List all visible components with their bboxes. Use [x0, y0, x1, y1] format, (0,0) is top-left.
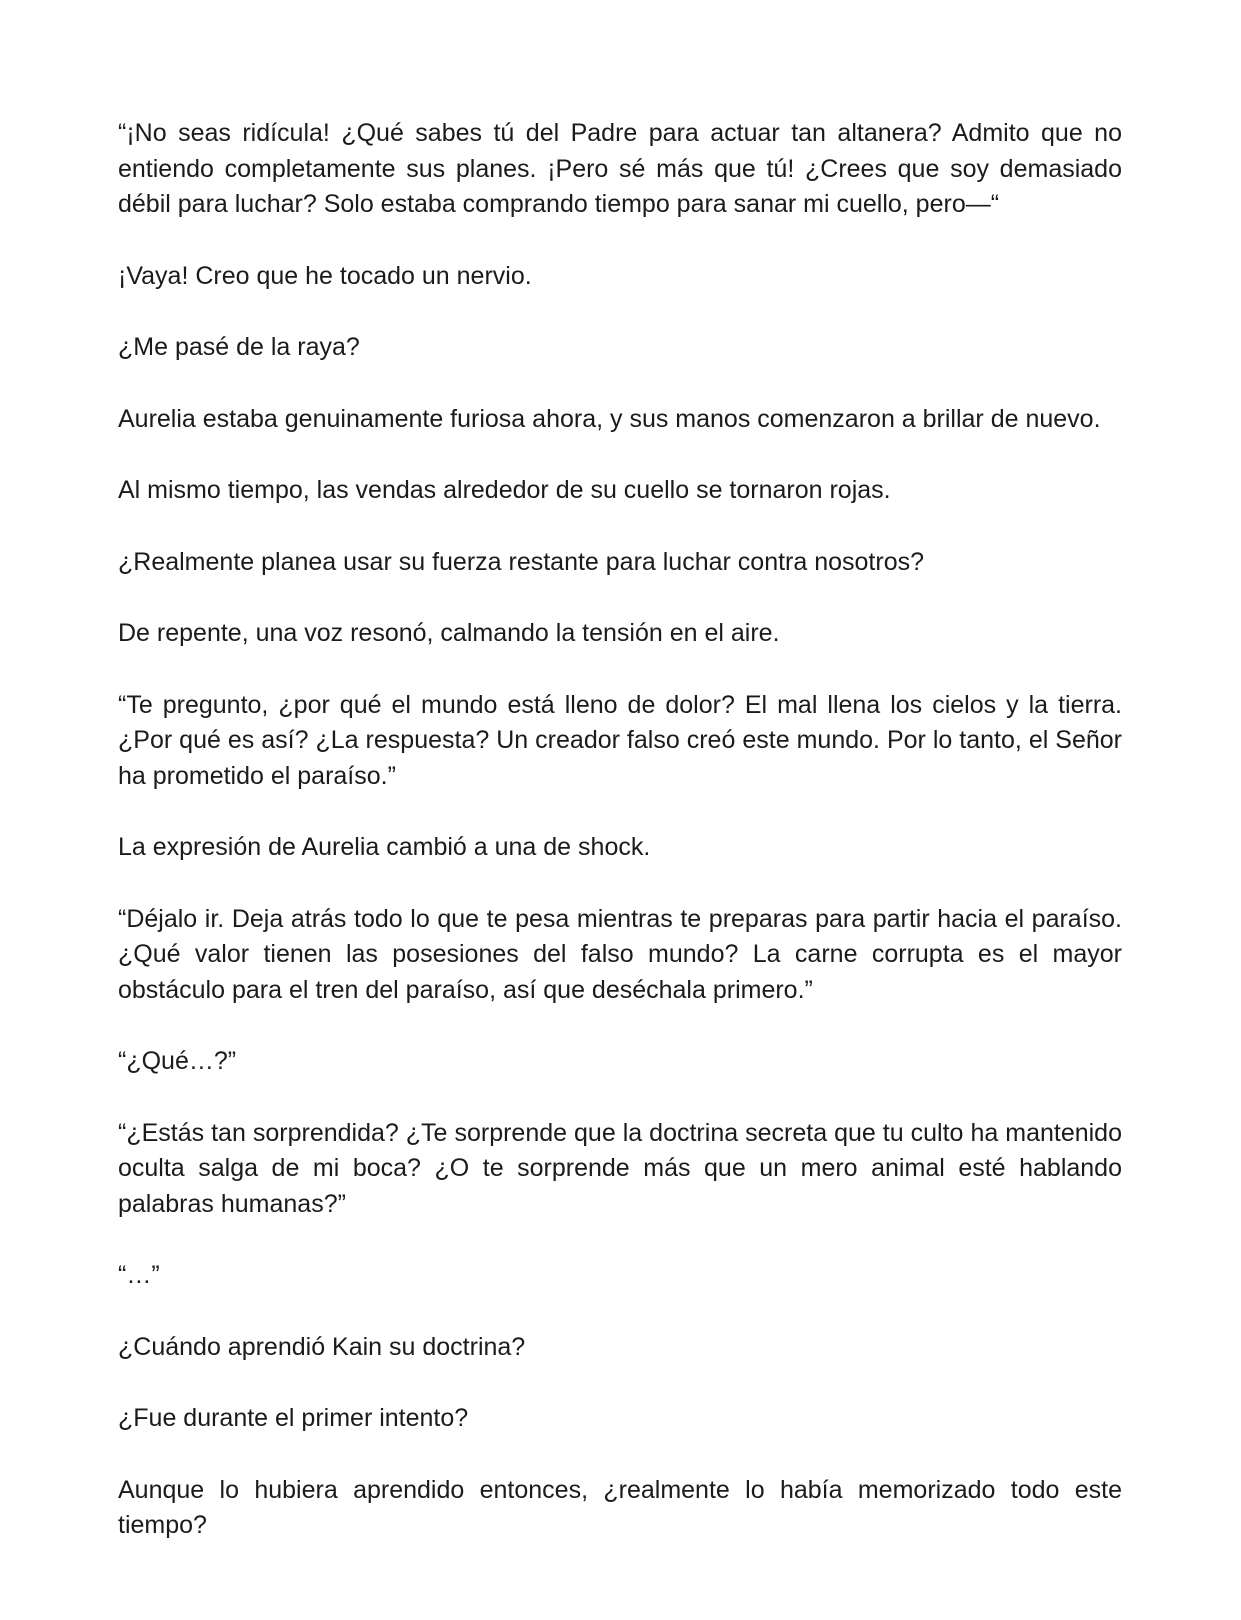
paragraph: ¿Cuándo aprendió Kain su doctrina? — [118, 1332, 526, 1361]
paragraph: “Te pregunto, ¿por qué el mundo está lleno de dolor? El mal llena los cielos y la tierra. ¿Por qué es así? ¿La respuesta? Un creador falso creó este mundo. Por lo tanto, el Señor ha prometido el paraíso.” — [118, 690, 1122, 790]
paragraph: ¿Fue durante el primer intento? — [118, 1404, 469, 1432]
paragraph: Al mismo tiempo, las vendas alrededor de su cuello se tornaron rojas. — [118, 476, 891, 504]
paragraph: Aurelia estaba genuinamente furiosa ahora, y sus manos comenzaron a brillar de nuevo. — [118, 404, 1101, 433]
paragraph: De repente, una voz resonó, calmando la tensión en el aire. — [118, 619, 780, 647]
paragraph: Aunque lo hubiera aprendido entonces, ¿realmente lo había memorizado todo este tiempo? — [118, 1475, 1122, 1539]
paragraph: ¿Realmente planea usar su fuerza restante para luchar contra nosotros? — [118, 547, 925, 576]
paragraph: “Déjalo ir. Deja atrás todo lo que te pesa mientras te preparas para partir hacia el paraíso. ¿Qué valor tienen las posesiones del falso mundo? La carne corrupta es el mayor obstáculo para el tren del paraíso, así que deséchala primero.” — [118, 904, 1122, 1004]
paragraph: “¡No seas ridícula! ¿Qué sabes tú del Padre para actuar tan altanera? Admito que no entiendo completamente sus planes. ¡Pero sé más que tú! ¿Crees que soy demasiado débil para luchar? Solo estaba comprando tiempo para sanar mi cuello, pero—“ — [118, 119, 1122, 218]
paragraph: ¡Vaya! Creo que he tocado un nervio. — [118, 261, 532, 290]
document-page — [118, 116, 1122, 1580]
paragraph: La expresión de Aurelia cambió a una de shock. — [118, 833, 651, 861]
paragraph: “…” — [118, 1261, 160, 1289]
paragraph: “¿Qué…?” — [118, 1047, 237, 1075]
paragraph: ¿Me pasé de la raya? — [118, 333, 360, 361]
paragraph: “¿Estás tan sorprendida? ¿Te sorprende que la doctrina secreta que tu culto ha mantenido oculta salga de mi boca? ¿O te sorprende más que un mero animal esté hablando palabras humanas?” — [118, 1118, 1122, 1218]
